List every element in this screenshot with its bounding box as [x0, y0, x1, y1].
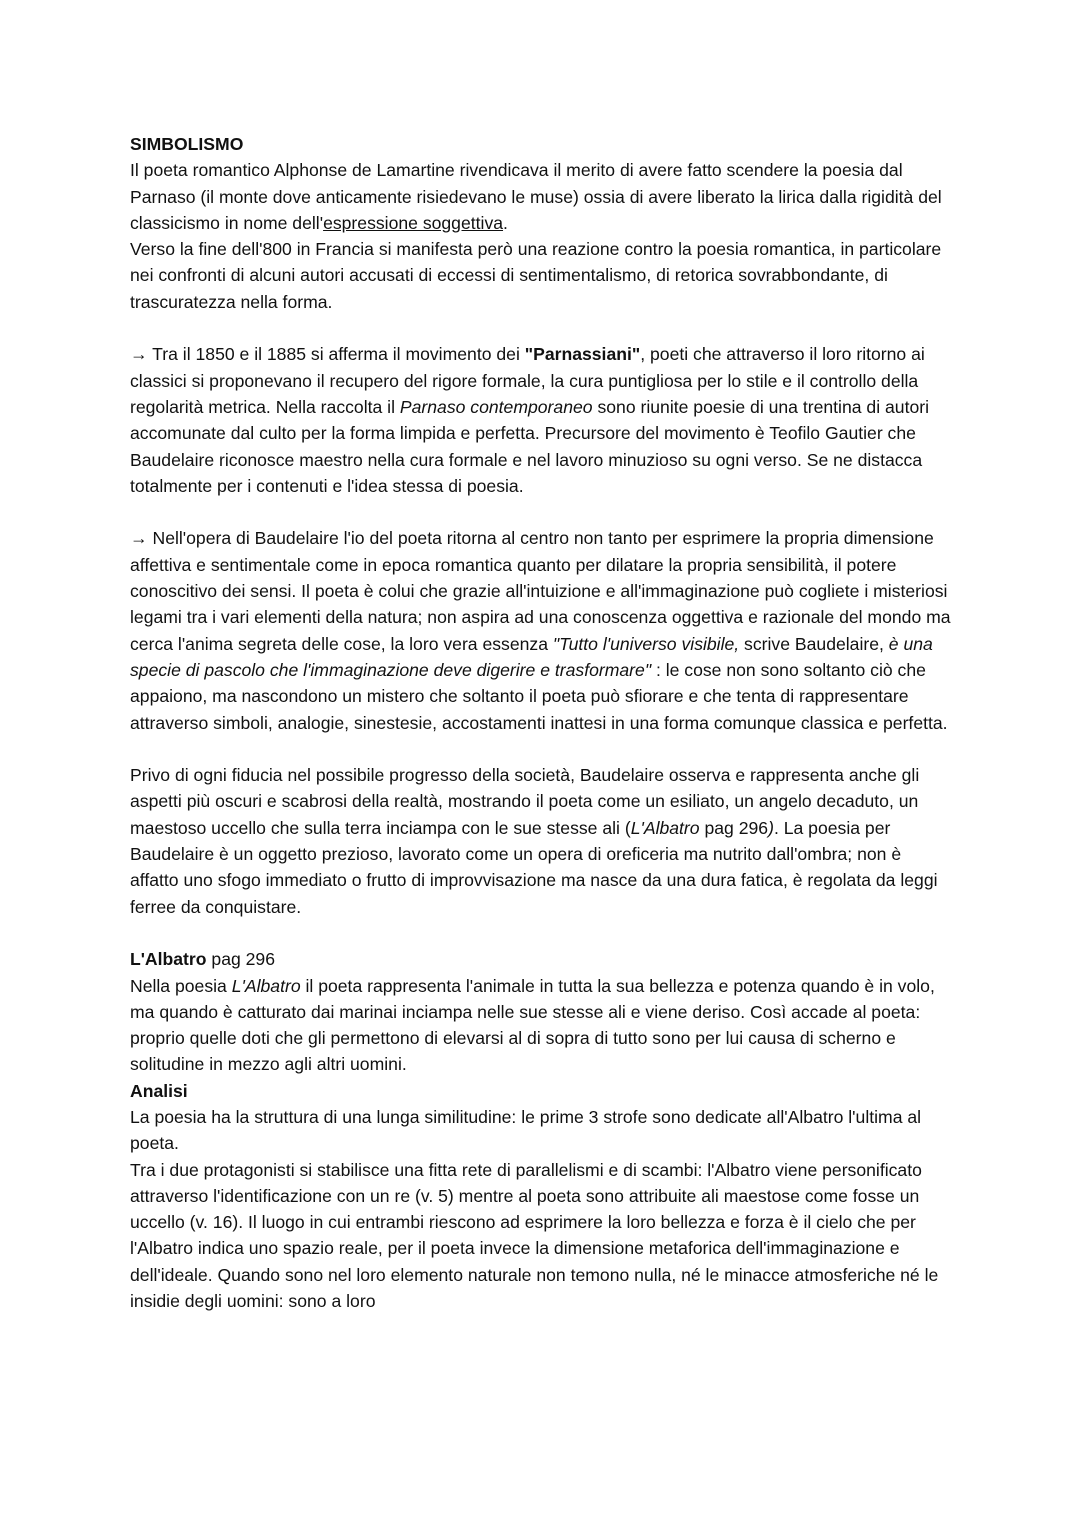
privo-paragraph: Privo di ogni fiducia nel possibile progresso della società, Baudelaire osserva e rappresenta anche gli aspetti più oscuri e scabrosi della realtà, mostrando il poeta come un esiliato, un angelo decaduto, un maestoso uccello che sulla terra inciampa con le sue stesse ali (L'Albatro pag 296). La poesia per Baudelaire è un oggetto prezioso, lavorato come un opera di oreficeria ma nutrito dall'ombra; non è affatto uno sfogo immediato o frutto di improvvisazione ma nasce da una dura fatica, è regolata da leggi ferree da conquistare.: [130, 765, 938, 917]
paragraph-gap: [130, 920, 952, 946]
paragraph-gap: [130, 499, 952, 525]
underlined-phrase: espressione soggettiva: [323, 212, 504, 233]
analisi-paragraph-1: La poesia ha la struttura di una lunga similitudine: le prime 3 strofe sono dedicate all'Albatro l'ultima al poeta.: [130, 1106, 922, 1154]
albatro-paragraph: Nella poesia L'Albatro il poeta rappresenta l'animale in tutta la sua bellezza e potenza quando è in volo, ma quando è catturato dai marinai inciampa nelle sue stesse ali e viene deriso. Così accade al poeta: proprio quelle doti che gli permettono di elevarsi al di sopra di tutto sono per lui causa di scherno e solitudine in mezzo agli altri uomini.: [130, 975, 935, 1075]
baudelaire-paragraph: → Nell'opera di Baudelaire l'io del poeta ritorna al centro non tanto per esprimere la propria dimensione affettiva e sentimentale come in epoca romantica quanto per dilatare la propria sensibilità, il potere conoscitivo dei sensi. Il poeta è colui che grazie all'intuizione e all'immaginazione può cogliete i misteriosi legami tra i vari elementi della natura; non aspira ad una conoscenza oggettiva e razionale del mondo ma cerca l'anima segreta delle cose, la loro vera essenza "Tutto l'universo visibile, scrive Baudelaire, è una specie di pascolo che l'immaginazione deve digerire e trasformare" : le cose non sono soltanto ciò che appaiono, ma nascondono un mistero che soltanto il poeta può sfiorare e che tenta di rappresentare attraverso simboli, analogie, sinestesie, accostamenti inattesi in una forma comunque classica e perfetta.: [130, 528, 951, 733]
analisi-paragraph-2: Tra i due protagonisti si stabilisce una fitta rete di parallelismi e di scambi: l'Albatro viene personificato attraverso l'identificazione con un re (v. 5) mentre al poeta sono attribuite ali maestose come fosse un uccello (v. 16). Il luogo in cui entrambi riescono ad esprimere la loro bellezza e forza è il cielo che per l'Albatro indica uno spazio reale, per il poeta invece la dimensione metaforica dell'immaginazione e dell'ideale. Quando sono nel loro elemento naturale non temono nulla, né le minacce atmosferiche né le insidie degli uomini: sono a loro: [130, 1159, 939, 1312]
intro-paragraph: Il poeta romantico Alphonse de Lamartine rivendicava il merito di avere fatto scendere la poesia dal Parnaso (il monte dove anticamente risiedevano le muse) ossia di avere liberato la lirica dalla rigidità del classicismo in nome dell'espressione soggettiva.: [130, 160, 942, 233]
intro-paragraph-2: Verso la fine dell'800 in Francia si manifesta però una reazione contro la poesia romantica, in particolare nei confronti di alcuni autori accusati di eccessi di sentimentalismo, di retorica sovrabbondante, di trascuratezza nella forma.: [130, 239, 942, 312]
paragraph-gap: [130, 315, 952, 341]
analisi-heading: Analisi: [130, 1080, 188, 1101]
albatro-heading: L'Albatro pag 296: [130, 949, 276, 970]
parnassiani-paragraph: → Tra il 1850 e il 1885 si afferma il movimento dei "Parnassiani", poeti che attraverso il loro ritorno ai classici si proponevano il recupero del rigore formale, la cura puntigliosa per lo stile e il controllo della regolarità metrica. Nella raccolta il Parnaso contemporaneo sono riunite poesie di una trentina di autori accomunate dal culto per la forma limpida e perfetta. Precursore del movimento è Teofilo Gautier che Baudelaire riconosce maestro nella cura formale e nel lavoro minuzioso su ogni verso. Se ne distacca totalmente per i contenuti e l'idea stessa di poesia.: [130, 344, 930, 496]
document-page: [130, 131, 952, 1314]
section-title: SIMBOLISMO: [130, 134, 244, 154]
paragraph-gap: [130, 736, 952, 762]
